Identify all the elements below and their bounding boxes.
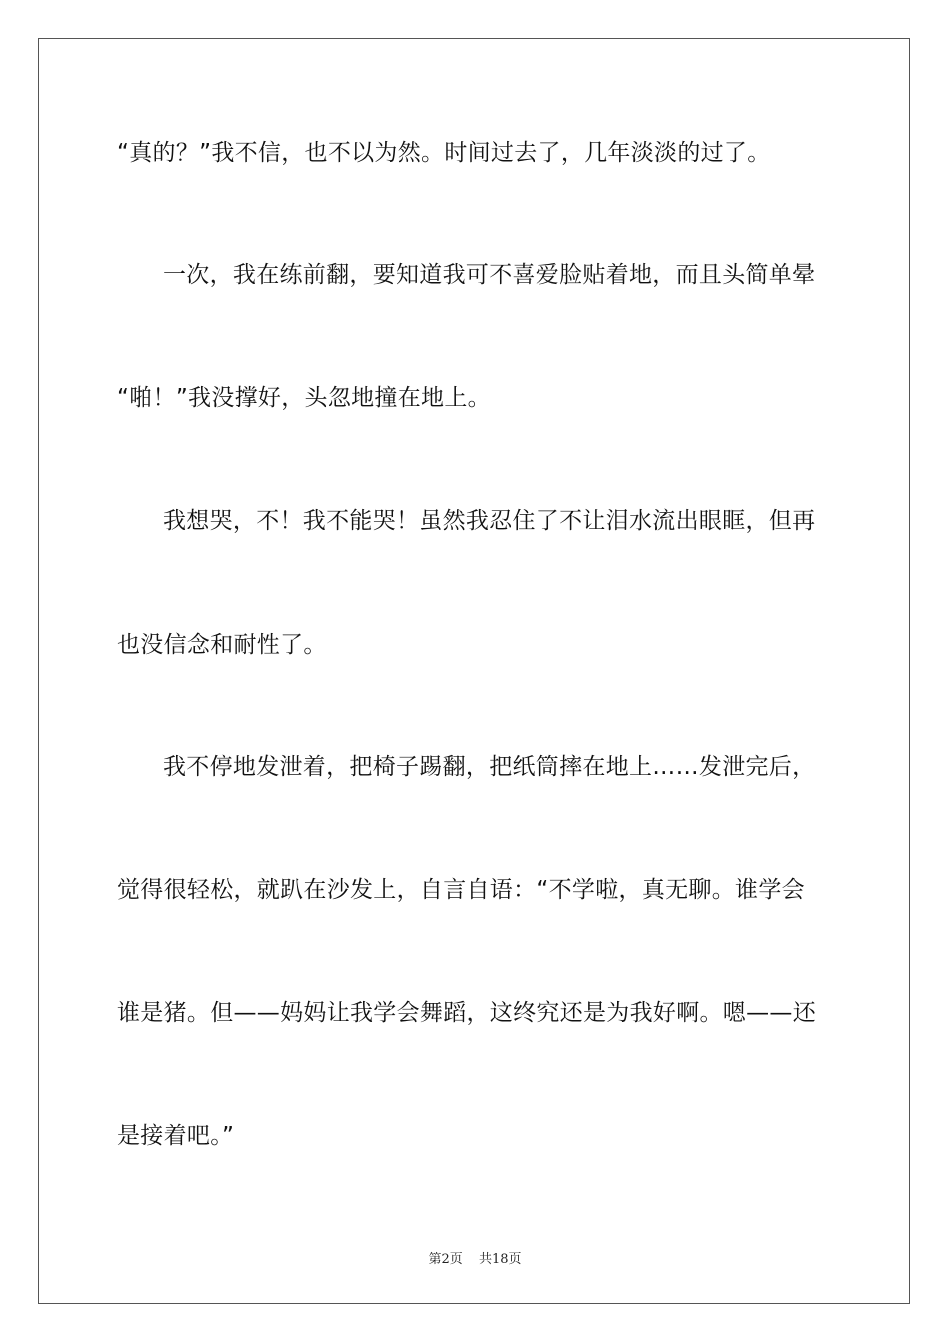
- text-line: 觉得很轻松，就趴在沙发上，自言自语：“不学啦，真无聊。谁学会: [117, 877, 805, 903]
- text-line: “啪！”我没撑好，头忽地撞在地上。: [117, 385, 491, 411]
- text-line: 我不停地发泄着，把椅子踢翻，把纸筒摔在地上……发泄完后，: [163, 754, 816, 780]
- page-footer: [0, 1248, 950, 1267]
- page-total: 共18页: [478, 1252, 522, 1267]
- text-line: 谁是猪。但——妈妈让我学会舞蹈，这终究还是为我好啊。嗯——还: [117, 1000, 816, 1026]
- text-line: “真的？”我不信，也不以为然。时间过去了，几年淡淡的过了。: [117, 140, 771, 166]
- page-number: 第2页: [428, 1252, 463, 1267]
- page-border: [38, 38, 910, 1304]
- text-line: 一次，我在练前翻，要知道我可不喜爱脸贴着地，而且头简单晕: [163, 262, 816, 288]
- text-line: 我想哭，不！我不能哭！虽然我忍住了不让泪水流出眼眶，但再: [163, 508, 816, 534]
- text-line: 也没信念和耐性了。: [117, 632, 327, 658]
- text-line: 是接着吧。”: [117, 1123, 235, 1149]
